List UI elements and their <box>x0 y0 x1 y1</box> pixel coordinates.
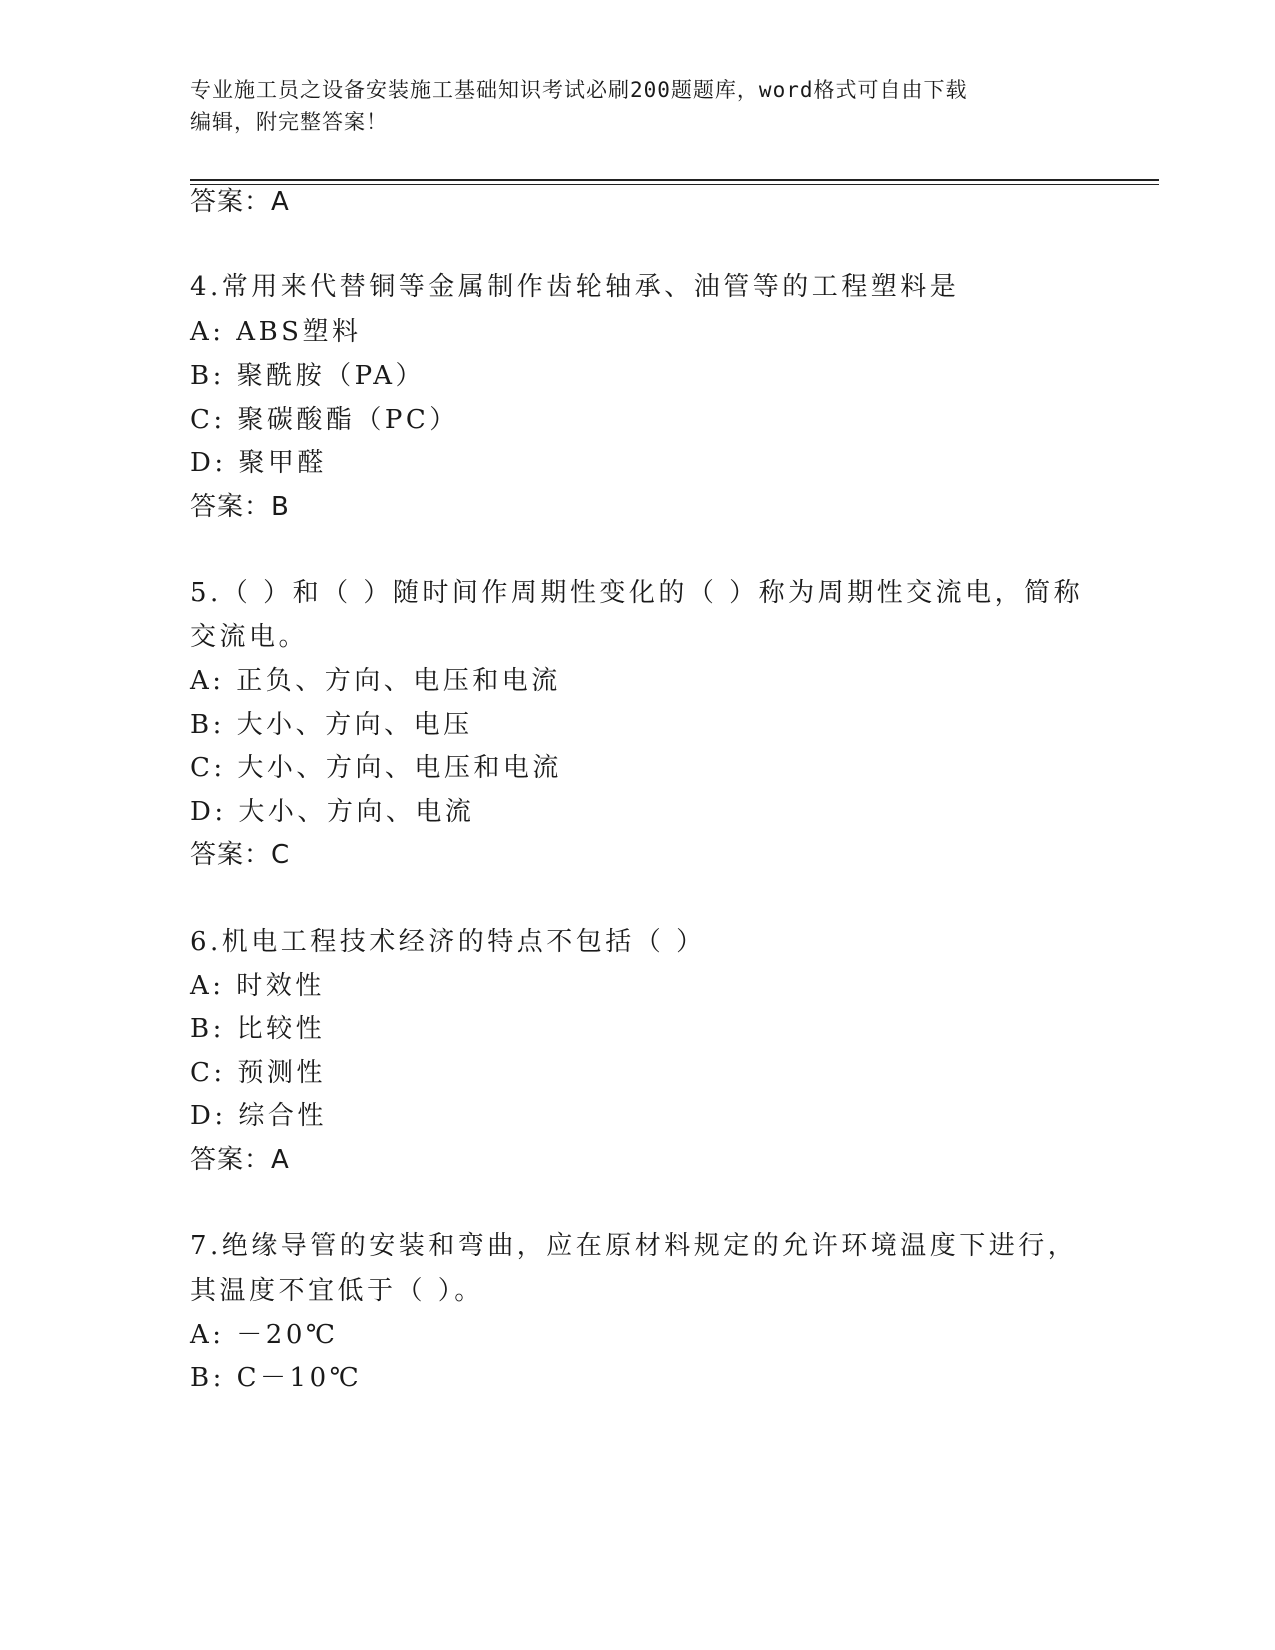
question-7-stem-line2: 其温度不宜低于（ ）。 <box>190 1276 484 1306</box>
question-7-option-a: A: －20℃ <box>190 1320 339 1350</box>
question-4-option-b: B: 聚酰胺（PA） <box>190 361 426 391</box>
question-6-option-b: B: 比较性 <box>190 1014 326 1044</box>
question-4-option-d: D: 聚甲醛 <box>190 448 327 478</box>
question-6-option-c: C: 预测性 <box>190 1058 326 1088</box>
header-line-2: 编辑，附完整答案！ <box>190 110 388 134</box>
question-6-option-d: D: 综合性 <box>190 1101 327 1131</box>
question-5-option-b: B: 大小、方向、电压 <box>190 710 473 740</box>
question-5-stem-line1: 5.（ ）和（ ）随时间作周期性变化的（ ）称为周期性交流电，简称 <box>190 578 1084 608</box>
question-5-option-d: D: 大小、方向、电流 <box>190 797 475 827</box>
question-6-option-a: A: 时效性 <box>190 971 325 1001</box>
question-6-stem: 6.机电工程技术经济的特点不包括（ ） <box>190 927 706 957</box>
question-7-option-b: B: C－10℃ <box>190 1363 363 1393</box>
header-rule-thin <box>190 184 1159 185</box>
question-7-stem-line1: 7.绝缘导管的安装和弯曲，应在原材料规定的允许环境温度下进行， <box>190 1231 1078 1261</box>
header-rule-thick <box>190 179 1159 181</box>
question-5-option-c: C: 大小、方向、电压和电流 <box>190 753 562 783</box>
question-5-option-a: A: 正负、方向、电压和电流 <box>190 666 561 696</box>
question-4-option-c: C: 聚碳酸酯（PC） <box>190 405 459 435</box>
answer-6: 答案：A <box>190 1145 290 1175</box>
question-5-stem-line2: 交流电。 <box>190 622 309 652</box>
document-header <box>190 74 1090 138</box>
question-4-stem: 4.常用来代替铜等金属制作齿轮轴承、油管等的工程塑料是 <box>190 272 960 302</box>
answer-4: 答案：B <box>190 492 290 522</box>
question-4-option-a: A: ABS塑料 <box>190 317 362 347</box>
header-line-1: 专业施工员之设备安装施工基础知识考试必刷200题题库，word格式可自由下载 <box>190 78 968 102</box>
answer-5: 答案：C <box>190 840 291 870</box>
answer-3: 答案：A <box>190 187 290 217</box>
